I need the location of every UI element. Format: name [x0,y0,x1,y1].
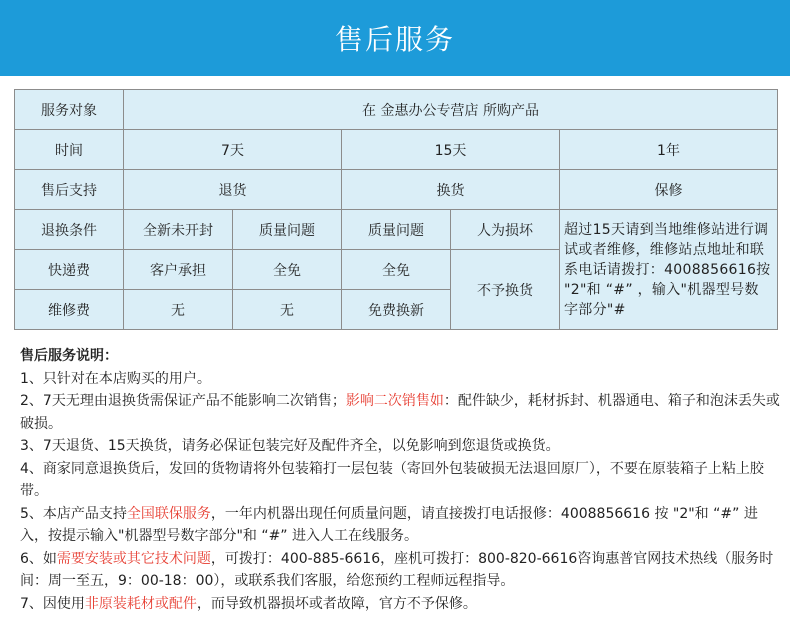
note-item-4: 4、商家同意退换货后，发回的货物请将外包装箱打一层包装（寄回外包装破损无法退回原厂），不要在原装箱子上粘上胶带。 [20,460,764,499]
no-exchange: 不予换货 [451,250,560,330]
condition-unopened: 全新未开封 [124,210,233,250]
shipping-free-exchange: 全免 [342,250,451,290]
service-table-container [14,89,778,330]
note-5-rest: ，一年内机器出现任何质量问题，请直接拨打电话报修：4008856616 按 "2"和 “#” 进入，按提示输入"机器型号数字部分"和 “#” 进入人工在线服务。 [20,505,758,544]
page-title: 售后服务 [334,23,455,56]
repair-none-1: 无 [124,290,233,330]
note-7-text: 7、因使用 [20,595,85,612]
note-2-rest: ：配件缺少，耗材拆封、机器通电、箱子和泡沫丢失或破损。 [20,393,780,432]
note-7-highlight: 非原装耗材或配件 [84,595,197,612]
shipping-customer: 客户承担 [124,250,233,290]
condition-human-damage: 人为损坏 [451,210,560,250]
service-target-value: 在 金惠办公专营店 所购产品 [124,90,778,130]
table-row-support [15,170,778,210]
note-5-text: 5、本店产品支持 [20,505,127,522]
row-label-service-target: 服务对象 [15,90,124,130]
table-row-conditions [15,210,778,250]
table-row-service-target [15,90,778,130]
time-warranty: 1年 [560,130,778,170]
note-item-3: 3、7天退货、15天换货，请务必保证包装完好及配件齐全，以免影响到您退货或换货。 [20,438,560,454]
note-2-text: 2、7天无理由退换货需保证产品不能影响二次销售； [20,393,346,409]
note-item-5 [20,503,780,548]
note-item-2 [20,390,780,435]
warranty-note: 超过15天请到当地维修站进行调试或者维修，维修站点地址和联系电话请拨打：4008856616按 "2"和 “#” ，输入"机器型号数字部分"# [560,210,778,330]
service-table [14,89,778,330]
service-notes [20,345,780,615]
row-label-time: 时间 [15,130,124,170]
table-row-time [15,130,778,170]
repair-none-2: 无 [233,290,342,330]
row-label-conditions: 退换条件 [15,210,124,250]
notes-title: 售后服务说明： [20,348,118,364]
time-return: 7天 [124,130,342,170]
row-label-support: 售后支持 [15,170,124,210]
shipping-free-return: 全免 [233,250,342,290]
note-item-6 [20,548,780,593]
note-7-rest: ，而导致机器损坏或者故障，官方不予保修。 [196,595,477,612]
repair-free-replace: 免费换新 [342,290,451,330]
note-6-text: 6、如 [20,550,57,567]
note-6-rest: ，可拨打：400-885-6616，座机可拨打：800-820-6616咨询惠普官网技术热线（服务时间：周一至五，9：00-18：00），或联系我们客服，给您预约工程师远程指导。 [20,550,774,589]
condition-quality-return: 质量问题 [233,210,342,250]
row-label-shipping: 快递费 [15,250,124,290]
note-5-highlight: 全国联保服务 [126,505,211,522]
note-6-highlight: 需要安装或其它技术问题 [56,550,211,567]
note-2-highlight: 影响二次销售如 [345,393,444,409]
page-header [0,0,790,76]
condition-quality-exchange: 质量问题 [342,210,451,250]
note-item-7 [20,593,780,616]
support-warranty: 保修 [560,170,778,210]
time-exchange: 15天 [342,130,560,170]
row-label-repair: 维修费 [15,290,124,330]
support-return: 退货 [124,170,342,210]
note-item-1: 1、只针对在本店购买的用户。 [20,370,211,387]
support-exchange: 换货 [342,170,560,210]
